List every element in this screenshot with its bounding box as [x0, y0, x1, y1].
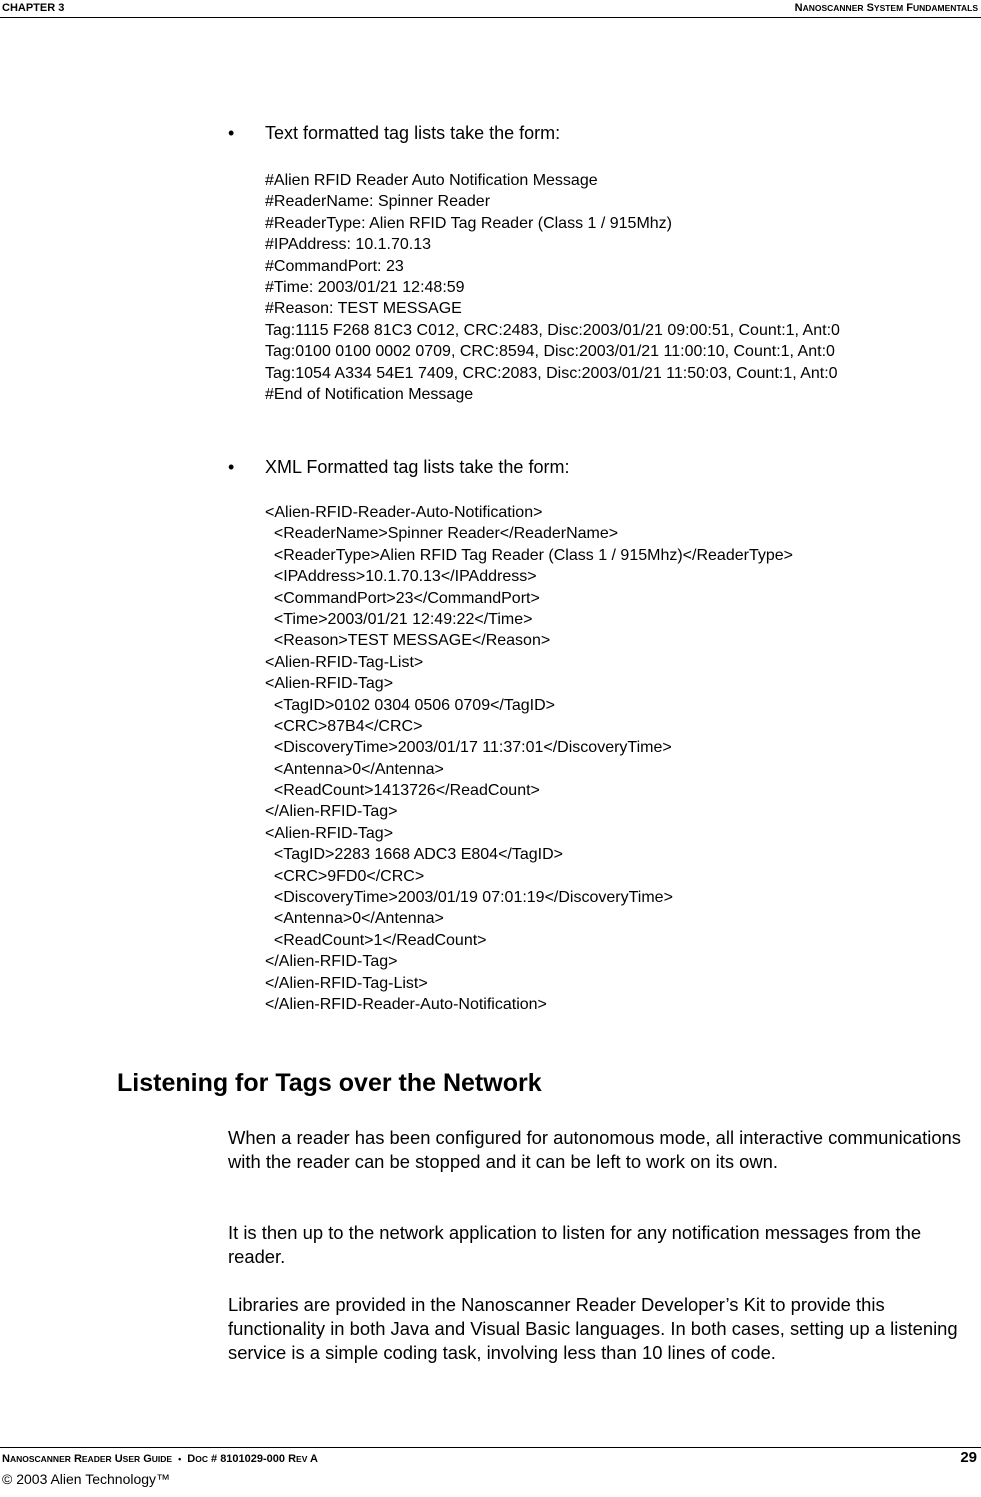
code-line: Tag:1115 F268 81C3 C012, CRC:2483, Disc:2003/01/21 09:00:51, Count:1, Ant:0	[265, 321, 840, 339]
bullet-icon: •	[228, 457, 235, 477]
code-line: #Reason: TEST MESSAGE	[265, 300, 462, 318]
code-line: <Antenna>0</Antenna>	[265, 910, 444, 928]
code-line: </Alien-RFID-Tag-List>	[265, 974, 428, 992]
code-line: <Antenna>0</Antenna>	[265, 760, 444, 778]
code-line: <DiscoveryTime>2003/01/17 11:37:01</DiscoveryTime>	[265, 739, 672, 757]
section-title: Listening for Tags over the Network	[117, 1069, 542, 1097]
page-header	[0, 0, 981, 18]
code-line: <Alien-RFID-Tag>	[265, 675, 394, 693]
copyright-notice: © 2003 Alien Technology™	[2, 1471, 171, 1487]
code-line: <Alien-RFID-Tag-List>	[265, 653, 424, 671]
bullet-xml-intro: XML Formatted tag lists take the form:	[265, 457, 570, 477]
code-line: <Alien-RFID-Reader-Auto-Notification>	[265, 504, 543, 521]
code-line: </Alien-RFID-Reader-Auto-Notification>	[265, 995, 547, 1013]
code-line: <DiscoveryTime>2003/01/19 07:01:19</DiscoveryTime>	[265, 889, 673, 907]
code-line: <Reason>TEST MESSAGE</Reason>	[265, 632, 551, 650]
code-line: #End of Notification Message	[265, 385, 474, 403]
code-line: <ReaderName>Spinner Reader</ReaderName>	[265, 525, 619, 543]
paragraph-autonomous: When a reader has been configured for autonomous mode, all interactive communications with the reader can be stopped and it can be left to work on its own.	[228, 1127, 961, 1172]
code-line: #IPAddress: 10.1.70.13	[265, 236, 432, 254]
footer-separator: •	[178, 1454, 182, 1464]
code-line: <CRC>9FD0</CRC>	[265, 867, 425, 885]
code-line: #Alien RFID Reader Auto Notification Message	[265, 172, 598, 189]
paragraph-network-app: It is then up to the network application to listen for any notification messages from the reader.	[228, 1222, 922, 1267]
bullet-icon: •	[228, 123, 235, 143]
xml-format-example	[265, 502, 793, 1015]
footer-guide-title: NANOSCANNER READER USER GUIDE • DOC # 8101029-000 REV A	[2, 1453, 318, 1465]
code-line: <Time>2003/01/21 12:49:22</Time>	[265, 610, 533, 628]
code-line: </Alien-RFID-Tag>	[265, 953, 398, 971]
code-line: <IPAddress>10.1.70.13</IPAddress>	[265, 568, 537, 586]
code-line: #CommandPort: 23	[265, 257, 404, 275]
code-line: <CommandPort>23</CommandPort>	[265, 589, 540, 607]
code-line: <CRC>87B4</CRC>	[265, 717, 423, 735]
chapter-label: CHAPTER 3	[2, 2, 65, 14]
bullet-text-intro: Text formatted tag lists take the form:	[265, 123, 561, 143]
code-line: #Time: 2003/01/21 12:48:59	[265, 278, 465, 296]
code-line: Tag:0100 0100 0002 0709, CRC:8594, Disc:2003/01/21 11:00:10, Count:1, Ant:0	[265, 343, 835, 361]
code-line: Tag:1054 A334 54E1 7409, CRC:2083, Disc:2003/01/21 11:50:03, Count:1, Ant:0	[265, 364, 838, 382]
code-line: <TagID>0102 0304 0506 0709</TagID>	[265, 696, 556, 714]
code-line: <ReadCount>1</ReadCount>	[265, 931, 487, 949]
code-line: <TagID>2283 1668 ADC3 E804</TagID>	[265, 846, 563, 864]
code-line: #ReaderType: Alien RFID Tag Reader (Class 1 / 915Mhz)	[265, 214, 673, 232]
paragraph-libraries: Libraries are provided in the Nanoscanner Reader Developer’s Kit to provide this functionality in both Java and Visual Basic languages. In both cases, setting up a listening service is a simple coding task, involving less than 10 lines of code.	[228, 1294, 958, 1363]
code-line: <Alien-RFID-Tag>	[265, 824, 394, 842]
book-section-label: NANOSCANNER SYSTEM FUNDAMENTALS	[794, 2, 978, 14]
code-line: <ReadCount>1413726</ReadCount>	[265, 782, 540, 800]
text-format-example	[265, 170, 840, 405]
code-line: </Alien-RFID-Tag>	[265, 803, 398, 821]
footer-rule	[0, 1447, 981, 1448]
code-line: #ReaderName: Spinner Reader	[265, 193, 491, 211]
code-line: <ReaderType>Alien RFID Tag Reader (Class 1 / 915Mhz)</ReaderType>	[265, 546, 793, 564]
page-number: 29	[960, 1449, 977, 1466]
